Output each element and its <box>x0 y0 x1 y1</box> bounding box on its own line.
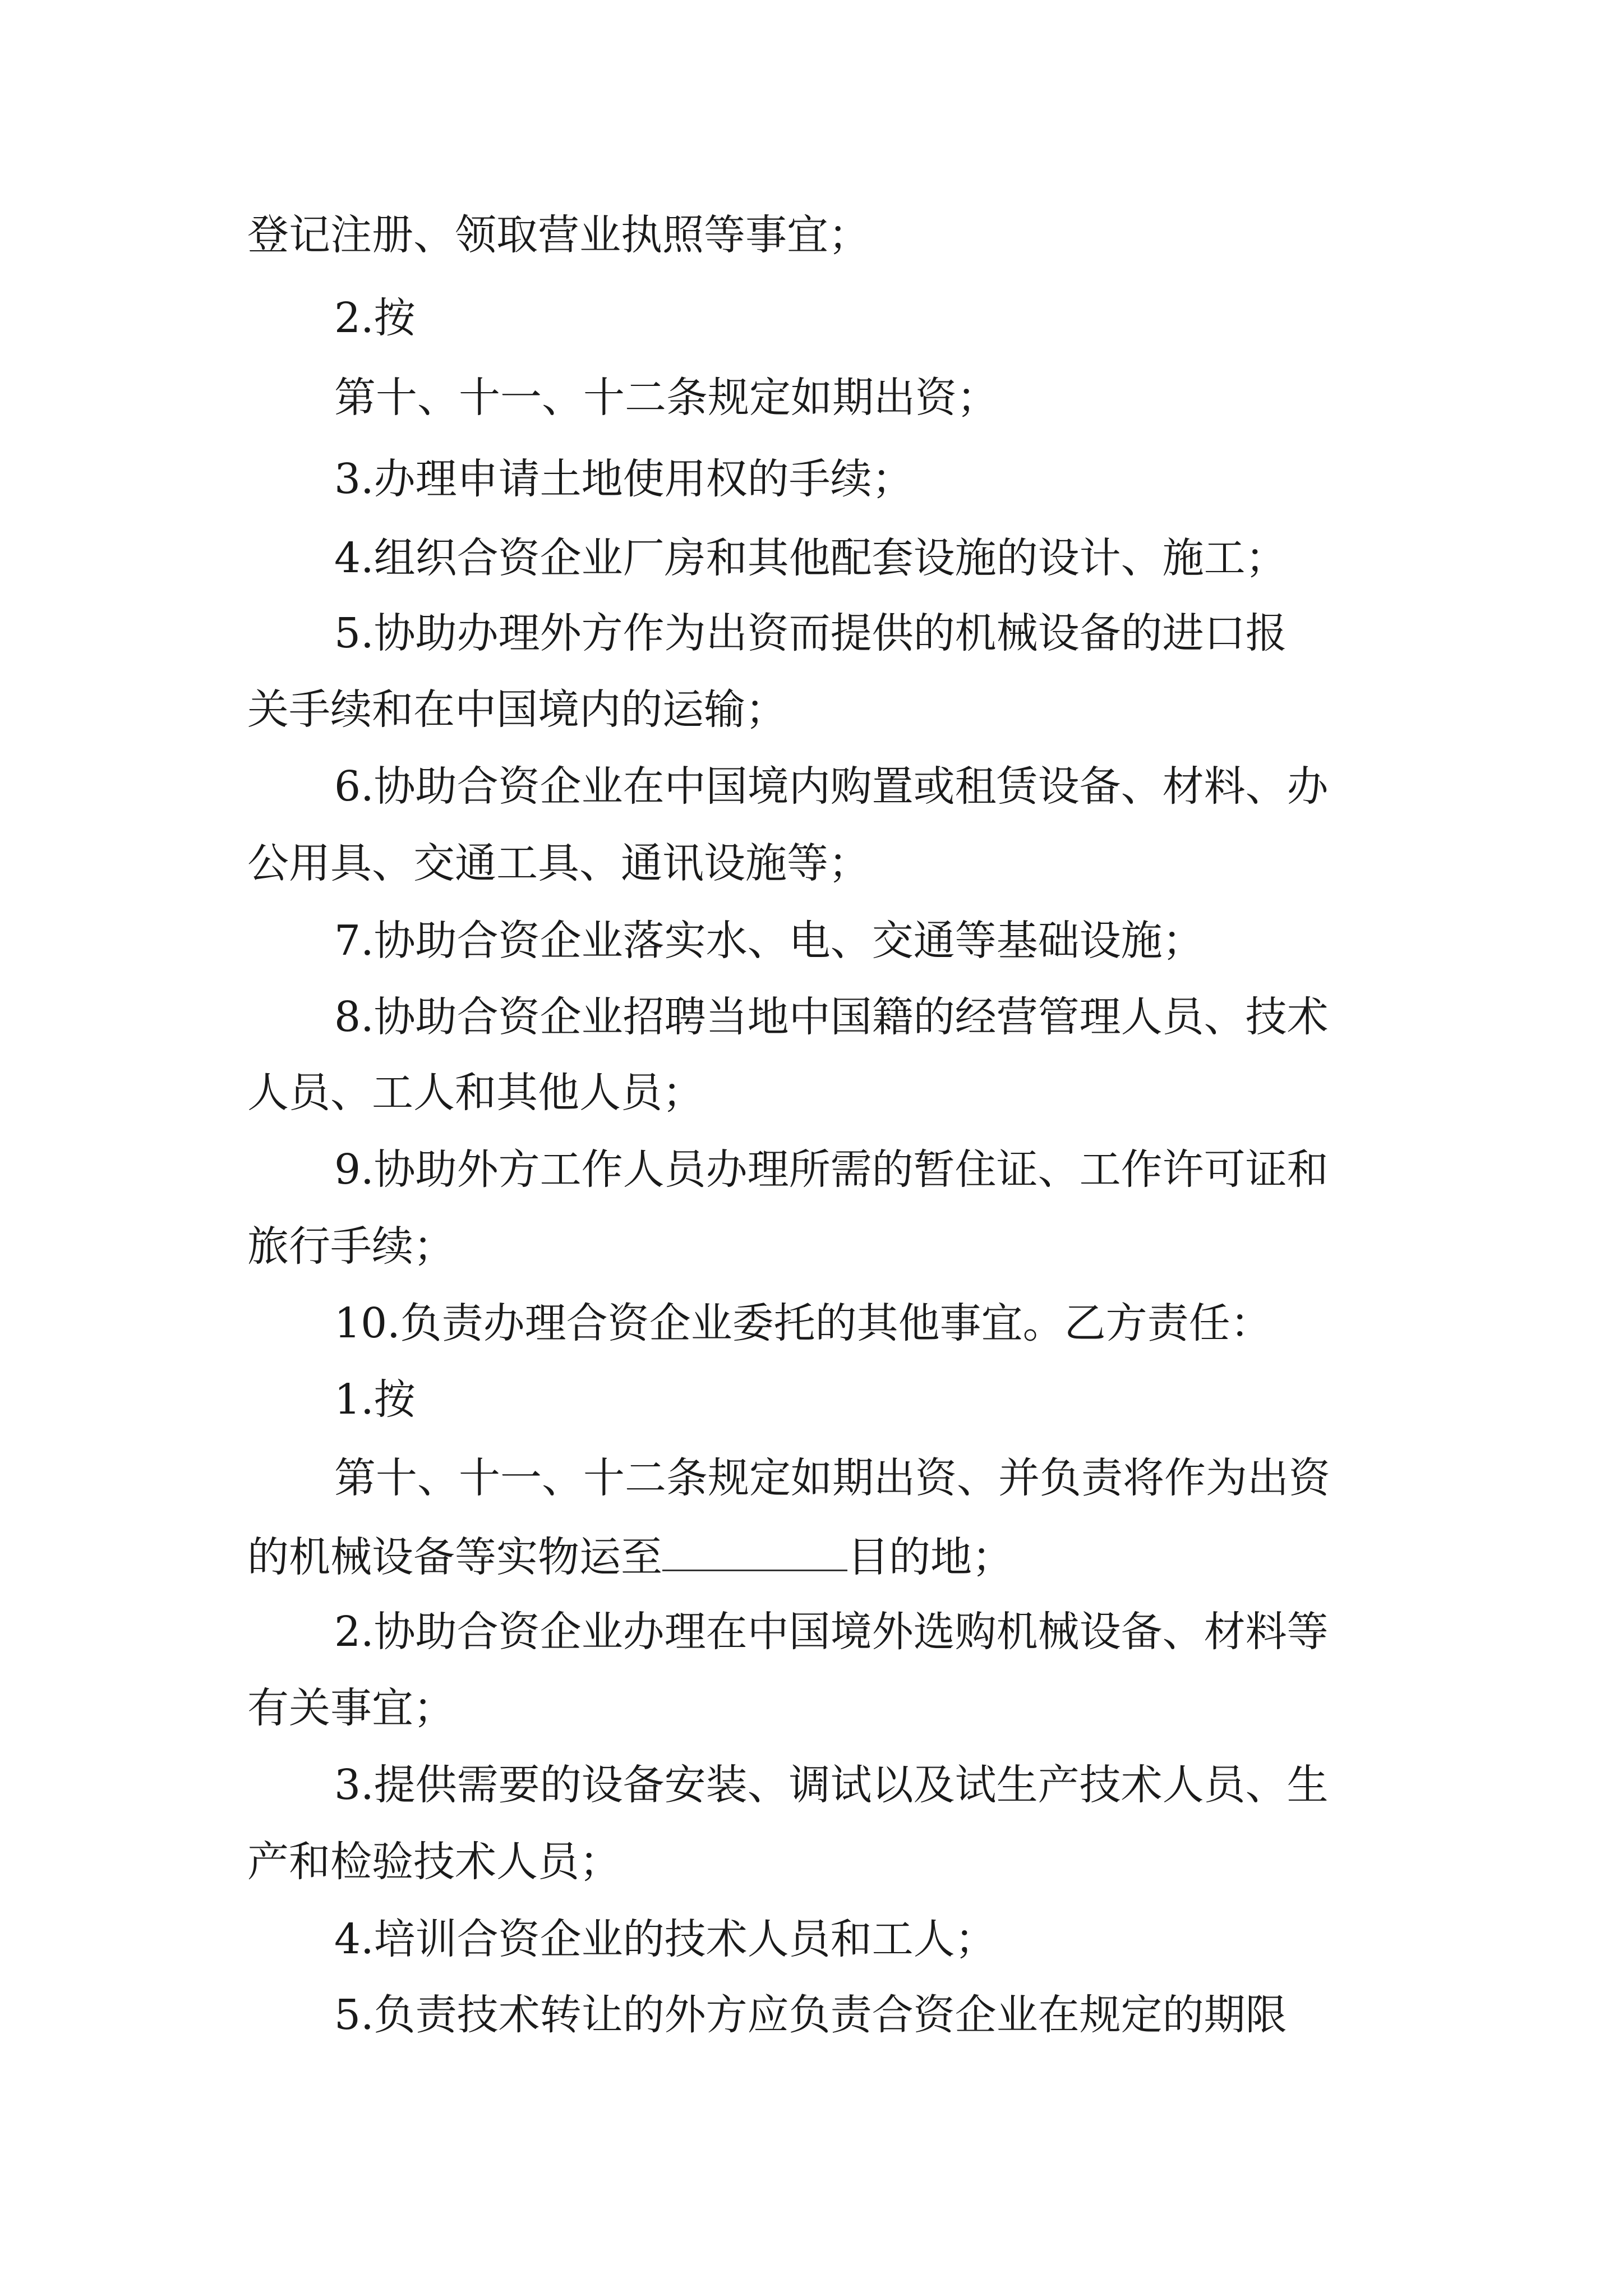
text-line: 关手续和在中国境内的运输； <box>247 685 787 734</box>
fill-in-blank <box>662 1534 847 1571</box>
text-line: 人员、工人和其他人员； <box>247 1069 704 1117</box>
text-line: 2.按 <box>334 294 416 342</box>
text-line: 10.负责办理合资企业委托的其他事宜。乙方责任： <box>334 1299 1272 1347</box>
text-line: 6.协助合资企业在中国境内购置或租赁设备、材料、办 <box>334 762 1329 811</box>
text-line: 3.提供需要的设备安装、调试以及试生产技术人员、生 <box>334 1761 1329 1809</box>
text-line: 公用具、交通工具、通讯设施等； <box>247 839 870 887</box>
text-line: 2.协助合资企业办理在中国境外选购机械设备、材料等 <box>334 1608 1329 1656</box>
text-line-with-blank <box>247 1533 1013 1581</box>
text-line: 9.协助外方工作人员办理所需的暂住证、工作许可证和 <box>334 1145 1329 1194</box>
text-line: 第十、十一、十二条规定如期出资； <box>334 374 998 422</box>
text-line: 第十、十一、十二条规定如期出资、并负责将作为出资 <box>334 1454 1330 1502</box>
text-segment: 目的地； <box>847 1533 1013 1581</box>
text-line: 产和检验技术人员； <box>247 1838 621 1886</box>
text-line: 8.协助合资企业招聘当地中国籍的经营管理人员、技术 <box>334 993 1329 1041</box>
text-line: 登记注册、领取营业执照等事宜； <box>247 211 870 259</box>
text-segment: 的机械设备等实物运至 <box>247 1533 662 1581</box>
text-line: 有关事宜； <box>247 1684 455 1732</box>
text-line: 旅行手续； <box>247 1222 455 1271</box>
text-line: 5.协助办理外方作为出资而提供的机械设备的进口报 <box>334 609 1287 657</box>
text-line: 7.协助合资企业落实水、电、交通等基础设施； <box>334 917 1204 965</box>
text-line: 4.组织合资企业厂房和其他配套设施的设计、施工； <box>334 534 1287 582</box>
text-line: 3.办理申请土地使用权的手续； <box>334 455 914 503</box>
text-line: 4.培训合资企业的技术人员和工人； <box>334 1915 997 1963</box>
text-line: 1.按 <box>334 1375 416 1424</box>
text-line: 5.负责技术转让的外方应负责合资企业在规定的期限 <box>334 1991 1287 2039</box>
